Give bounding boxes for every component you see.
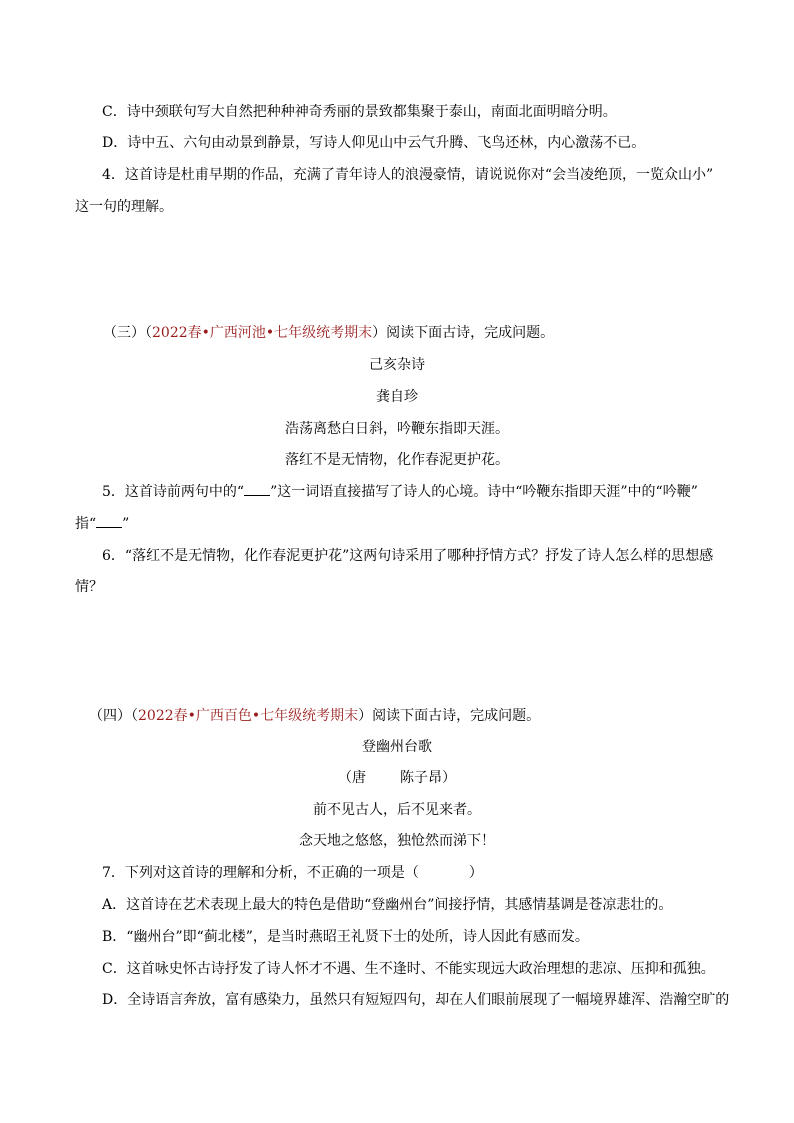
section3-poem-line2: 落红不是无情物，化作春泥更护花。 (285, 452, 509, 468)
q6-text-line2: 情？ (75, 579, 103, 595)
q7-stem-a: 7．下列对这首诗的理解和分析，不正确的一项是（ (102, 865, 419, 881)
q5-blank-2[interactable] (96, 515, 122, 528)
section4-source: 2022春•广西百色•七年级统考期末 (138, 708, 359, 724)
section4-poem-line1: 前不见古人，后不见来者。 (313, 802, 481, 818)
q7-option-c: C．这首咏史怀古诗抒发了诗人怀才不遇、生不逢时、不能实现远大政治理想的悲凉、压抑和孤独。 (102, 961, 715, 977)
q3-option-c: C．诗中颈联句写大自然把种种神奇秀丽的景致都集聚于泰山，南面北面明暗分明。 (102, 104, 617, 120)
section4-heading-prefix: （四）（ (89, 708, 138, 724)
section4-heading (89, 707, 540, 725)
section4-author-line (0, 769, 794, 787)
q5-part-a: 5．这首诗前两句中的“ (102, 484, 245, 500)
section3-heading-prefix: （三）（ (103, 325, 152, 341)
q5-text-line2 (75, 515, 129, 533)
section3-poet: 龚自珍 (376, 389, 418, 405)
section3-heading-suffix: ）阅读下面古诗，完成问题。 (372, 325, 555, 341)
section4-poem-line2: 念天地之悠悠，独怆然而涕下！ (299, 833, 495, 849)
q5-part-b: ”这一词语直接描写了诗人的心境。诗中“吟鞭东指即天涯”中的“吟鞭” (270, 484, 698, 500)
q4-text-line2: 这一句的理解。 (75, 199, 173, 215)
section3-source: 2022春•广西河池•七年级统考期末 (152, 325, 373, 341)
q7-option-a: A．这首诗在艺术表现上最大的特色是借助“登幽州台”间接抒情，其感情基调是苍凉悲壮的。 (102, 897, 673, 913)
q5-text-line1 (102, 483, 698, 501)
section4-poem-title: 登幽州台歌 (362, 739, 432, 755)
q7-stem (102, 864, 483, 882)
q4-text-line1: 4．这首诗是杜甫早期的作品，充满了青年诗人的浪漫豪情，请说说你对“会当凌绝顶，一览众山小” (102, 167, 714, 183)
section3-poem-title: 己亥杂诗 (369, 357, 425, 373)
section3-heading (103, 324, 554, 342)
q7-stem-b: ） (468, 865, 483, 881)
q5-blank-1[interactable] (244, 483, 270, 496)
q6-text-line1: 6．“落红不是无情物，化作春泥更护花”这两句诗采用了哪种抒情方式？抒发了诗人怎么样的思想感 (102, 548, 714, 564)
q3-option-d: D．诗中五、六句由动景到静景，写诗人仰见山中云气升腾、飞鸟还林，内心激荡不已。 (102, 135, 646, 151)
q7-option-b: B．“幽州台”即“蓟北楼”，是当时燕昭王礼贤下士的处所，诗人因此有感而发。 (102, 929, 589, 945)
section4-heading-suffix: ）阅读下面古诗，完成问题。 (358, 708, 541, 724)
q5-part-c: 指“ (75, 516, 97, 532)
section4-poet: 陈子昂） (400, 770, 456, 786)
section4-dynasty: （唐 (338, 770, 366, 786)
q5-part-d: ” (122, 516, 130, 532)
q7-option-d: D．全诗语言奔放，富有感染力，虽然只有短短四句，却在人们眼前展现了一幅境界雄浑、浩瀚空旷的 (102, 992, 730, 1008)
section3-poem-line1: 浩荡离愁白日斜，吟鞭东指即天涯。 (285, 421, 509, 437)
